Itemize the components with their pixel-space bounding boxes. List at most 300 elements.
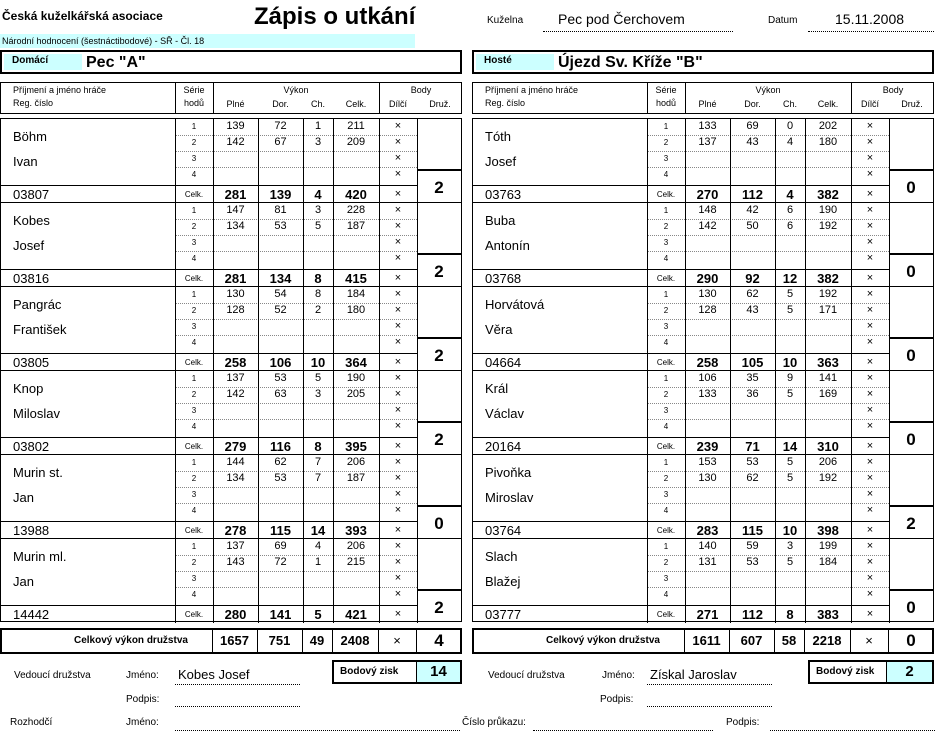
- cross-mark: ×: [866, 388, 874, 400]
- player-points: 2: [434, 178, 444, 197]
- serie-value: 169: [818, 388, 838, 400]
- serie-value: 106: [698, 372, 717, 384]
- row-divider: [175, 587, 417, 588]
- divider: [805, 203, 806, 287]
- divider: [805, 539, 806, 623]
- divider: [851, 203, 852, 287]
- team-role-label: Hosté: [476, 54, 554, 70]
- serie-value: 147: [226, 204, 245, 216]
- serie-number: 4: [191, 590, 197, 599]
- divider: [775, 119, 776, 203]
- row-divider: [175, 335, 417, 336]
- serie-value: 69: [274, 540, 287, 552]
- points-gained-label: Bodový zisk: [816, 666, 875, 677]
- team-sheet-0: [0, 0, 462, 748]
- player-total-value: 71: [745, 439, 760, 454]
- venue-value: Pec pod Čerchovem: [558, 11, 685, 27]
- serie-value: 153: [698, 456, 717, 468]
- leader-sign-label: Podpis:: [126, 694, 160, 705]
- leader-name-line: [175, 684, 300, 685]
- total-divider: [473, 437, 889, 438]
- player-total-value: 8: [314, 439, 322, 454]
- serie-value: 137: [698, 136, 717, 148]
- row-divider: [647, 587, 889, 588]
- player-points: 0: [434, 514, 444, 533]
- serie-value: 8: [314, 288, 322, 300]
- serie-value: 7: [314, 456, 322, 468]
- col-ch-label: Ch.: [782, 99, 797, 109]
- leader-name-label: Jméno:: [126, 670, 159, 681]
- serie-number: 3: [663, 406, 669, 415]
- serie-value: 3: [314, 136, 322, 148]
- col-serie-sub-label: hodů: [655, 98, 677, 108]
- player-total-value: 10: [782, 355, 798, 370]
- total-divider: [473, 353, 889, 354]
- player-surname: Murin st.: [13, 465, 63, 480]
- cross-mark: ×: [394, 236, 402, 248]
- referee-sign-line[interactable]: [770, 730, 935, 731]
- serie-number: 3: [663, 154, 669, 163]
- serie-value: 3: [786, 540, 794, 552]
- serie-value: 6: [786, 220, 794, 232]
- player-total-value: 105: [741, 355, 764, 370]
- player-surname: Pivoňka: [485, 465, 532, 480]
- row-divider: [175, 251, 417, 252]
- cross-mark: ×: [394, 220, 402, 232]
- team-name: Újezd Sv. Kříže "B": [558, 54, 703, 71]
- divider: [647, 539, 648, 623]
- serie-value: 137: [226, 540, 245, 552]
- team-total-value: 58: [781, 633, 797, 648]
- points-gained-label: Bodový zisk: [340, 666, 399, 677]
- player-surname: Král: [485, 381, 509, 396]
- team-total-value: 1611: [692, 633, 721, 648]
- serie-value: 128: [226, 304, 245, 316]
- total-divider: [473, 521, 889, 522]
- cross-mark: ×: [866, 372, 874, 384]
- player-surname: Pangrác: [13, 297, 62, 312]
- serie-number: 3: [191, 406, 197, 415]
- serie-total-label: Celk.: [656, 610, 676, 619]
- serie-value: 206: [346, 540, 366, 552]
- serie-value: 50: [746, 220, 759, 232]
- serie-value: 4: [314, 540, 322, 552]
- col-player-label: Příjmení a jméno hráče: [485, 85, 579, 95]
- serie-number: 2: [191, 306, 197, 315]
- divider: [175, 455, 176, 539]
- player-surname: Horvátová: [485, 297, 545, 312]
- serie-value: 228: [346, 204, 366, 216]
- serie-total-label: Celk.: [184, 610, 204, 619]
- cross-mark: ×: [866, 304, 874, 316]
- serie-value: 53: [746, 556, 759, 568]
- player-total-value: 421: [345, 607, 367, 622]
- player-firstname: Ivan: [13, 154, 38, 169]
- col-vykon-label: Výkon: [755, 85, 781, 95]
- referee-name-line[interactable]: [175, 730, 460, 731]
- row-divider: [175, 571, 417, 572]
- serie-value: 180: [818, 136, 838, 148]
- serie-value: 5: [786, 456, 794, 468]
- player-surname: Böhm: [13, 129, 47, 144]
- serie-value: 171: [818, 304, 838, 316]
- team-total-value: 1657: [220, 633, 249, 648]
- player-block: [1, 119, 461, 203]
- serie-number: 3: [663, 322, 669, 331]
- serie-value: 133: [698, 388, 717, 400]
- total-divider: [473, 269, 889, 270]
- cross-mark: ×: [394, 440, 402, 452]
- serie-value: 187: [346, 472, 366, 484]
- cross-mark: ×: [394, 136, 402, 148]
- cross-mark: ×: [866, 152, 874, 164]
- player-reg-number: 03802: [13, 439, 50, 454]
- divider: [175, 539, 176, 623]
- player-total-value: 383: [817, 607, 839, 622]
- cross-mark: ×: [394, 188, 402, 200]
- row-divider: [175, 471, 417, 472]
- player-points-box: [417, 169, 461, 203]
- divider: [685, 539, 686, 623]
- cross-mark: ×: [866, 288, 874, 300]
- leader-sign-line[interactable]: [647, 706, 772, 707]
- serie-value: 187: [346, 220, 366, 232]
- divider: [303, 287, 304, 371]
- serie-total-label: Celk.: [656, 358, 676, 367]
- player-surname: Kobes: [13, 213, 50, 228]
- cross-mark: ×: [394, 320, 402, 332]
- row-divider: [647, 503, 889, 504]
- col-druz-label: Druž.: [901, 99, 923, 109]
- player-block: [1, 539, 461, 623]
- divider: [175, 371, 176, 455]
- serie-value: 184: [346, 288, 366, 300]
- serie-value: 6: [786, 204, 794, 216]
- divider: [775, 203, 776, 287]
- players-table: [0, 118, 462, 622]
- divider: [333, 203, 334, 287]
- serie-value: 199: [818, 540, 838, 552]
- player-points: 2: [434, 598, 444, 617]
- divider: [258, 455, 259, 539]
- serie-number: 2: [663, 390, 669, 399]
- team-name: Pec "A": [86, 54, 146, 71]
- col-dor-label: Dor.: [744, 99, 761, 109]
- serie-value: 142: [698, 220, 717, 232]
- player-firstname: Josef: [13, 238, 45, 253]
- serie-value: 5: [314, 220, 322, 232]
- player-reg-number: 13988: [13, 523, 50, 538]
- serie-number: 1: [663, 458, 669, 467]
- player-total-value: 363: [817, 355, 839, 370]
- divider: [213, 539, 214, 623]
- serie-value: 1: [314, 120, 322, 132]
- player-firstname: Miroslav: [485, 490, 534, 505]
- player-points: 0: [906, 346, 916, 365]
- divider: [379, 455, 380, 539]
- leader-sign-line[interactable]: [175, 706, 300, 707]
- player-total-value: 106: [269, 355, 292, 370]
- player-total-value: 8: [786, 607, 794, 622]
- serie-number: 2: [191, 474, 197, 483]
- serie-value: 192: [818, 472, 838, 484]
- cross-mark: ×: [866, 336, 874, 348]
- players-table: [472, 118, 934, 622]
- serie-total-label: Celk.: [656, 274, 676, 283]
- team-total-value: 2408: [340, 633, 370, 648]
- serie-value: 134: [226, 472, 245, 484]
- serie-number: 3: [191, 574, 197, 583]
- divider: [303, 203, 304, 287]
- serie-value: 43: [746, 136, 759, 148]
- player-total-value: 279: [224, 439, 247, 454]
- player-total-value: 239: [696, 439, 719, 454]
- serie-value: 54: [274, 288, 287, 300]
- serie-value: 5: [786, 472, 794, 484]
- serie-value: 202: [818, 120, 838, 132]
- player-block: [473, 287, 933, 371]
- team-name-box: [472, 50, 934, 74]
- divider: [775, 455, 776, 539]
- divider: [333, 119, 334, 203]
- player-block: [1, 203, 461, 287]
- serie-value: 130: [698, 288, 717, 300]
- date-value: 15.11.2008: [835, 11, 905, 27]
- col-ch-label: Ch.: [310, 99, 325, 109]
- row-divider: [647, 471, 889, 472]
- divider: [730, 119, 731, 203]
- player-block: [1, 371, 461, 455]
- cross-mark: ×: [866, 608, 874, 620]
- serie-value: 62: [746, 472, 759, 484]
- serie-value: 43: [746, 304, 759, 316]
- team-points: 0: [906, 631, 916, 650]
- leader-sign-label: Podpis:: [600, 694, 634, 705]
- serie-value: 184: [818, 556, 838, 568]
- player-points: 0: [906, 262, 916, 281]
- divider: [647, 287, 648, 371]
- player-firstname: Blažej: [485, 574, 521, 589]
- serie-total-label: Celk.: [184, 358, 204, 367]
- serie-number: 2: [191, 138, 197, 147]
- col-celk-label: Celk.: [817, 99, 839, 109]
- player-total-value: 141: [269, 607, 292, 622]
- serie-number: 4: [191, 422, 197, 431]
- serie-number: 4: [191, 170, 197, 179]
- serie-value: 53: [274, 372, 287, 384]
- cross-mark: ×: [393, 633, 401, 648]
- serie-number: 2: [663, 558, 669, 567]
- col-dor-label: Dor.: [272, 99, 289, 109]
- col-celk-label: Celk.: [345, 99, 367, 109]
- col-body-label: Body: [410, 85, 432, 95]
- row-divider: [175, 555, 417, 556]
- cross-mark: ×: [394, 152, 402, 164]
- total-divider: [1, 437, 417, 438]
- total-divider: [1, 185, 417, 186]
- serie-number: 1: [191, 542, 197, 551]
- serie-total-label: Celk.: [184, 526, 204, 535]
- serie-value: 142: [226, 136, 245, 148]
- serie-value: 192: [818, 220, 838, 232]
- player-total-value: 310: [817, 439, 839, 454]
- divider: [379, 203, 380, 287]
- col-druz-label: Druž.: [429, 99, 451, 109]
- row-divider: [175, 503, 417, 504]
- divider: [258, 287, 259, 371]
- serie-number: 3: [191, 238, 197, 247]
- row-divider: [647, 319, 889, 320]
- player-total-value: 14: [782, 439, 798, 454]
- serie-number: 1: [663, 206, 669, 215]
- cross-mark: ×: [394, 304, 402, 316]
- row-divider: [175, 419, 417, 420]
- cross-mark: ×: [394, 588, 402, 600]
- player-total-value: 415: [345, 271, 367, 286]
- row-divider: [647, 403, 889, 404]
- cross-mark: ×: [866, 404, 874, 416]
- col-vykon-label: Výkon: [283, 85, 309, 95]
- player-total-value: 14: [310, 523, 326, 538]
- serie-value: 69: [746, 120, 759, 132]
- cross-mark: ×: [866, 252, 874, 264]
- leader-name: Kobes Josef: [178, 667, 250, 682]
- cross-mark: ×: [394, 356, 402, 368]
- divider: [805, 119, 806, 203]
- serie-value: 209: [346, 136, 366, 148]
- serie-value: 53: [746, 456, 759, 468]
- player-total-value: 112: [742, 607, 763, 622]
- divider: [685, 287, 686, 371]
- serie-value: 211: [347, 120, 365, 132]
- player-reg-number: 03816: [13, 271, 50, 286]
- cross-mark: ×: [394, 288, 402, 300]
- team-name-box: [0, 50, 462, 74]
- divider: [175, 203, 176, 287]
- player-points-box: [417, 505, 461, 539]
- player-points: 0: [906, 178, 916, 197]
- divider: [303, 455, 304, 539]
- col-plne-label: Plné: [698, 99, 717, 109]
- divider: [333, 371, 334, 455]
- divider: [213, 119, 214, 203]
- points-gained-value: 14: [417, 662, 460, 682]
- col-dilci-label: Dílčí: [861, 99, 879, 109]
- player-reg-number: 03777: [485, 607, 522, 622]
- player-points-box: [889, 337, 933, 371]
- cross-mark: ×: [394, 608, 402, 620]
- serie-number: 3: [663, 574, 669, 583]
- row-divider: [175, 151, 417, 152]
- player-total-value: 10: [782, 523, 798, 538]
- player-total-value: 116: [270, 439, 291, 454]
- serie-number: 2: [663, 474, 669, 483]
- serie-value: 130: [698, 472, 717, 484]
- cross-mark: ×: [866, 320, 874, 332]
- player-block: [473, 539, 933, 623]
- player-total-value: 115: [742, 523, 763, 538]
- player-block: [473, 119, 933, 203]
- serie-number: 4: [663, 590, 669, 599]
- serie-value: 5: [786, 288, 794, 300]
- col-body-label: Body: [882, 85, 904, 95]
- player-block: [1, 287, 461, 371]
- serie-number: 1: [191, 206, 197, 215]
- serie-value: 72: [274, 556, 287, 568]
- team-total-value: 751: [268, 633, 291, 648]
- total-divider: [1, 521, 417, 522]
- cross-mark: ×: [394, 404, 402, 416]
- player-total-value: 271: [696, 607, 719, 622]
- cross-mark: ×: [866, 120, 874, 132]
- player-points-box: [417, 589, 461, 623]
- card-number-line[interactable]: [533, 730, 713, 731]
- col-serie-label: Série: [183, 85, 205, 95]
- serie-value: 130: [226, 288, 245, 300]
- divider: [685, 119, 686, 203]
- serie-value: 141: [818, 372, 838, 384]
- points-gained-value: 2: [887, 662, 932, 682]
- player-points: 0: [906, 598, 916, 617]
- serie-total-label: Celk.: [184, 442, 204, 451]
- row-divider: [647, 555, 889, 556]
- player-total-value: 393: [345, 523, 367, 538]
- serie-value: 4: [786, 136, 794, 148]
- serie-number: 4: [663, 422, 669, 431]
- cross-mark: ×: [394, 336, 402, 348]
- serie-value: 62: [746, 288, 759, 300]
- serie-number: 3: [663, 490, 669, 499]
- row-divider: [175, 219, 417, 220]
- serie-value: 53: [274, 220, 287, 232]
- row-divider: [647, 151, 889, 152]
- divider: [258, 371, 259, 455]
- divider: [213, 455, 214, 539]
- total-divider: [1, 605, 417, 606]
- serie-value: 35: [746, 372, 759, 384]
- divider: [258, 203, 259, 287]
- player-total-value: 281: [224, 187, 247, 202]
- serie-value: 5: [786, 388, 794, 400]
- cross-mark: ×: [394, 540, 402, 552]
- cross-mark: ×: [866, 472, 874, 484]
- referee-label: Rozhodčí: [10, 717, 53, 728]
- player-block: [1, 455, 461, 539]
- player-total-value: 395: [345, 439, 367, 454]
- serie-value: 3: [314, 204, 322, 216]
- divider: [851, 455, 852, 539]
- cross-mark: ×: [394, 488, 402, 500]
- serie-number: 1: [191, 122, 197, 131]
- serie-value: 148: [698, 204, 717, 216]
- divider: [775, 539, 776, 623]
- team-total-row: [472, 628, 934, 654]
- cross-mark: ×: [866, 188, 874, 200]
- divider: [805, 455, 806, 539]
- serie-total-label: Celk.: [184, 274, 204, 283]
- serie-value: 139: [226, 120, 245, 132]
- player-total-value: 134: [269, 271, 292, 286]
- player-firstname: František: [13, 322, 67, 337]
- points-gained-box: [808, 660, 934, 684]
- cross-mark: ×: [865, 633, 873, 648]
- player-total-value: 115: [270, 523, 291, 538]
- serie-total-label: Celk.: [656, 526, 676, 535]
- player-reg-number: 14442: [13, 607, 50, 622]
- player-block: [473, 455, 933, 539]
- column-header: [0, 82, 462, 114]
- row-divider: [647, 251, 889, 252]
